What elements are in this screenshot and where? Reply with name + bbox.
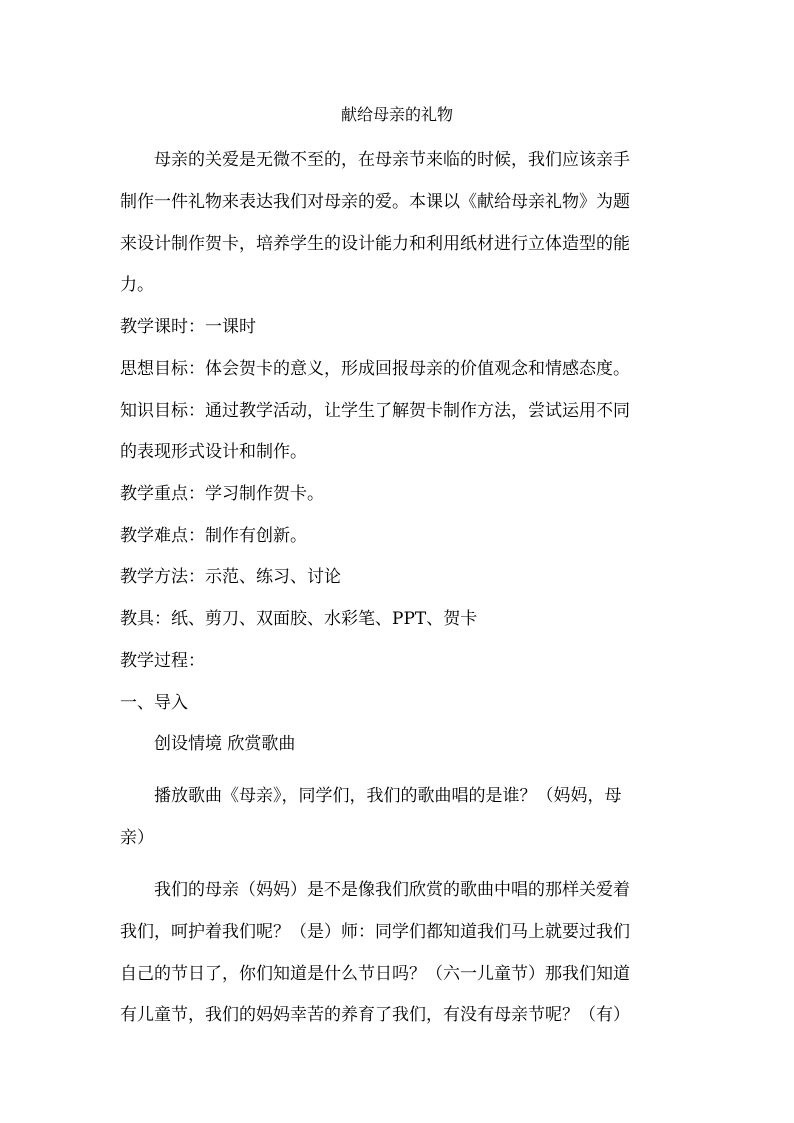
paragraph-mother-line-2: 我们，呵护着我们呢？（是）师：同学们都知道我们马上就要过我们 — [120, 922, 630, 942]
intro-line-3: 来设计制作贺卡，培养学生的设计能力和利用纸材进行立体造型的能 — [120, 234, 630, 254]
subheading-scene: 创设情境 欣赏歌曲 — [154, 734, 296, 754]
paragraph-mother-line-4: 有儿童节，我们的妈妈幸苦的养育了我们，有没有母亲节呢？（有） — [120, 1005, 630, 1025]
thought-goal: 思想目标：体会贺卡的意义，形成回报母亲的价值观念和情感态度。 — [120, 359, 630, 379]
teaching-difficulty: 教学难点：制作有创新。 — [120, 526, 307, 546]
teaching-method: 教学方法：示范、练习、讨论 — [120, 567, 341, 587]
intro-line-2: 制作一件礼物来表达我们对母亲的爱。本课以《献给母亲礼物》为题 — [120, 192, 630, 212]
intro-line-1: 母亲的关爱是无微不至的，在母亲节来临的时候，我们应该亲手 — [154, 150, 630, 170]
paragraph-song-line-1: 播放歌曲《母亲》，同学们，我们的歌曲唱的是谁？（妈妈，母 — [154, 786, 622, 806]
intro-line-4: 力。 — [120, 275, 154, 295]
teaching-process-heading: 教学过程： — [120, 651, 205, 671]
lesson-hours: 教学课时：一课时 — [120, 317, 256, 337]
teaching-focus: 教学重点：学习制作贺卡。 — [120, 484, 324, 504]
document-title: 献给母亲的礼物 — [340, 105, 453, 124]
paragraph-mother-line-1: 我们的母亲（妈妈）是不是像我们欣赏的歌曲中唱的那样关爱着 — [154, 880, 630, 900]
teaching-aids: 教具：纸、剪刀、双面胶、水彩笔、PPT、贺卡 — [120, 609, 478, 629]
paragraph-mother-line-3: 自己的节日了，你们知道是什么节日吗？（六一儿童节）那我们知道 — [120, 964, 630, 984]
knowledge-goal-line-1: 知识目标：通过教学活动，让学生了解贺卡制作方法，尝试运用不同 — [120, 401, 630, 421]
paragraph-song-line-2: 亲） — [120, 828, 154, 848]
knowledge-goal-line-2: 的表现形式设计和制作。 — [120, 442, 307, 462]
section-heading-intro: 一、导入 — [120, 693, 188, 713]
